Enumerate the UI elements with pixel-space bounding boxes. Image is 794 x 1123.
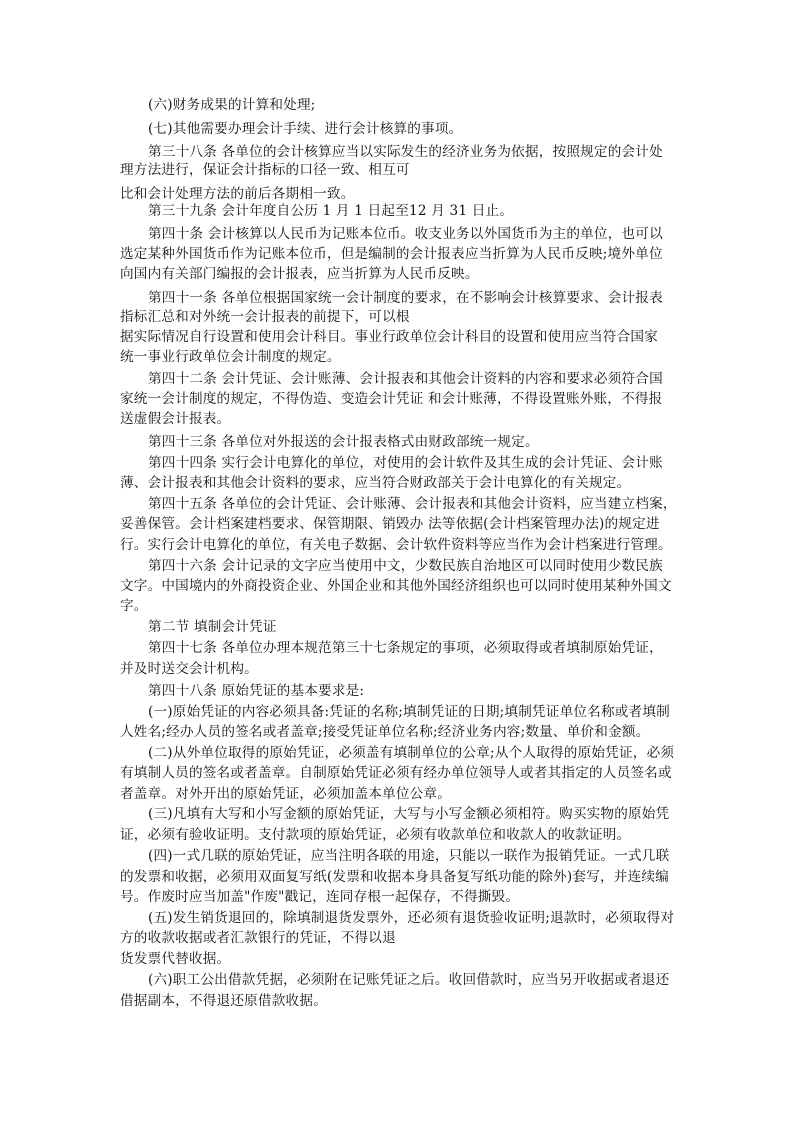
- text-line: 统一事业行政单位会计制度的规定。: [120, 349, 341, 365]
- text-line: 第四十七条 各单位办理本规范第三十七条规定的事项，必须取得或者填制原始凭证，: [148, 640, 663, 656]
- text-line: 人姓名;经办人员的签名或者盖章;接受凭证单位名称;经济业务内容;数量、单价和金额。: [120, 724, 650, 740]
- text-line: 行。实行会计电算化的单位，有关电子数据、会计软件资料等应当作为会计档案进行管理。: [120, 537, 672, 553]
- text-line: 方的收款收据或者汇款银行的凭证，不得以退: [120, 930, 396, 946]
- text-line: 第四十四条 实行会计电算化的单位，对使用的会计软件及其生成的会计凭证、会计账: [148, 455, 663, 471]
- text-line: 的发票和收据，必须用双面复写纸(发票和收据本身具备复写纸功能的除外)套写，并连续编: [120, 869, 669, 885]
- text-line: 向国内有关部门编报的会计报表，应当折算为人民币反映。: [120, 266, 479, 282]
- text-line: 第四十八条 原始凭证的基本要求是:: [148, 683, 365, 699]
- text-line: 比和会计处理方法的前后各期相一致。: [120, 186, 355, 202]
- text-line: 号。作废时应当加盖"作废"戳记，连同存根一起保存，不得撕毁。: [120, 889, 520, 905]
- section-heading: 第二节 填制会计凭证: [148, 619, 277, 635]
- text-line: (二)从外单位取得的原始凭证，必须盖有填制单位的公章;从个人取得的原始凭证，必须: [148, 745, 675, 761]
- text-line: 第四十二条 会计凭证、会计账薄、会计报表和其他会计资料的内容和要求必须符合国: [148, 371, 663, 387]
- text-line: 有填制人员的签名或者盖章。自制原始凭证必须有经办单位领导人或者其指定的人员签名或: [120, 765, 672, 781]
- text-line: (四)一式几联的原始凭证，应当注明各联的用途，只能以一联作为报销凭证。一式几联: [148, 848, 670, 864]
- text-line: (六)职工公出借款凭据，必须附在记账凭证之后。收回借款时，应当另开收据或者退还: [148, 972, 670, 988]
- text-line: 第四十六条 会计记录的文字应当使用中文，少数民族自治地区可以同时使用少数民族: [148, 558, 663, 574]
- text-line: 字。: [120, 598, 148, 614]
- text-line: 第三十八条 各单位的会计核算应当以实际发生的经济业务为依据，按照规定的会计处: [148, 144, 663, 160]
- text-line: (一)原始凭证的内容必须具备:凭证的名称;填制凭证的日期;填制凭证单位名称或者填制: [148, 704, 670, 720]
- text-line: 第四十条 会计核算以人民币为记账本位币。收支业务以外国货币为主的单位，也可以: [148, 226, 663, 242]
- text-line: 理方法进行，保证会计指标的口径一致、相互可: [120, 162, 410, 178]
- text-line: 薄、会计报表和其他会计资料的要求，应当符合财政部关于会计电算化的有关规定。: [120, 475, 631, 491]
- text-line: 证，必须有验收证明。支付款项的原始凭证，必须有收款单位和收款人的收款证明。: [120, 827, 631, 843]
- text-line: 据实际情况自行设置和使用会计科目。事业行政单位会计科目的设置和使用应当符合国家: [120, 329, 658, 345]
- text-line: 家统一会计制度的规定，不得伪造、变造会计凭证 和会计账薄，不得设置账外账，不得报: [120, 391, 663, 407]
- text-line: 第四十一条 各单位根据国家统一会计制度的要求，在不影响会计核算要求、会计报表: [148, 290, 663, 306]
- text-line: (五)发生销货退回的，除填制退货发票外，还必须有退货验收证明;退款时，必须取得对: [148, 910, 675, 926]
- text-line: 第四十五条 各单位的会计凭证、会计账薄、会计报表和其他会计资料，应当建立档案，: [148, 496, 677, 512]
- text-line: 选定某种外国货币作为记账本位币，但是编制的会计报表应当折算为人民币反映;境外单位: [120, 246, 663, 262]
- text-line: 并及时送交会计机构。: [120, 661, 258, 677]
- text-line: 者盖章。对外开出的原始凭证，必须加盖本单位公章。: [120, 786, 452, 802]
- text-line: 指标汇总和对外统一会计报表的前提下，可以根: [120, 309, 410, 325]
- text-line: (三)凡填有大写和小写金额的原始凭证，大写与小写金额必须相符。购买实物的原始凭: [148, 806, 670, 822]
- text-line: (七)其他需要办理会计手续、进行会计核算的事项。: [148, 121, 463, 137]
- text-line: 第四十三条 各单位对外报送的会计报表格式由财政部统一规定。: [148, 434, 539, 450]
- text-line: 货发票代替收据。: [120, 951, 231, 967]
- text-line: (六)财务成果的计算和处理;: [148, 97, 316, 113]
- text-line: 妥善保管。会计档案建档要求、保管期限、销毁办 法等依据(会计档案管理办法)的规定进: [120, 516, 660, 532]
- text-line: 文字。中国境内的外商投资企业、外国企业和其他外国经济组织也可以同时使用某种外国文: [120, 578, 672, 594]
- text-line: 借据副本，不得退还原借款收据。: [120, 993, 327, 1009]
- text-line: 第三十九条 会计年度自公历 1 月 1 日起至12 月 31 日止。: [148, 203, 514, 219]
- text-line: 送虚假会计报表。: [120, 411, 231, 427]
